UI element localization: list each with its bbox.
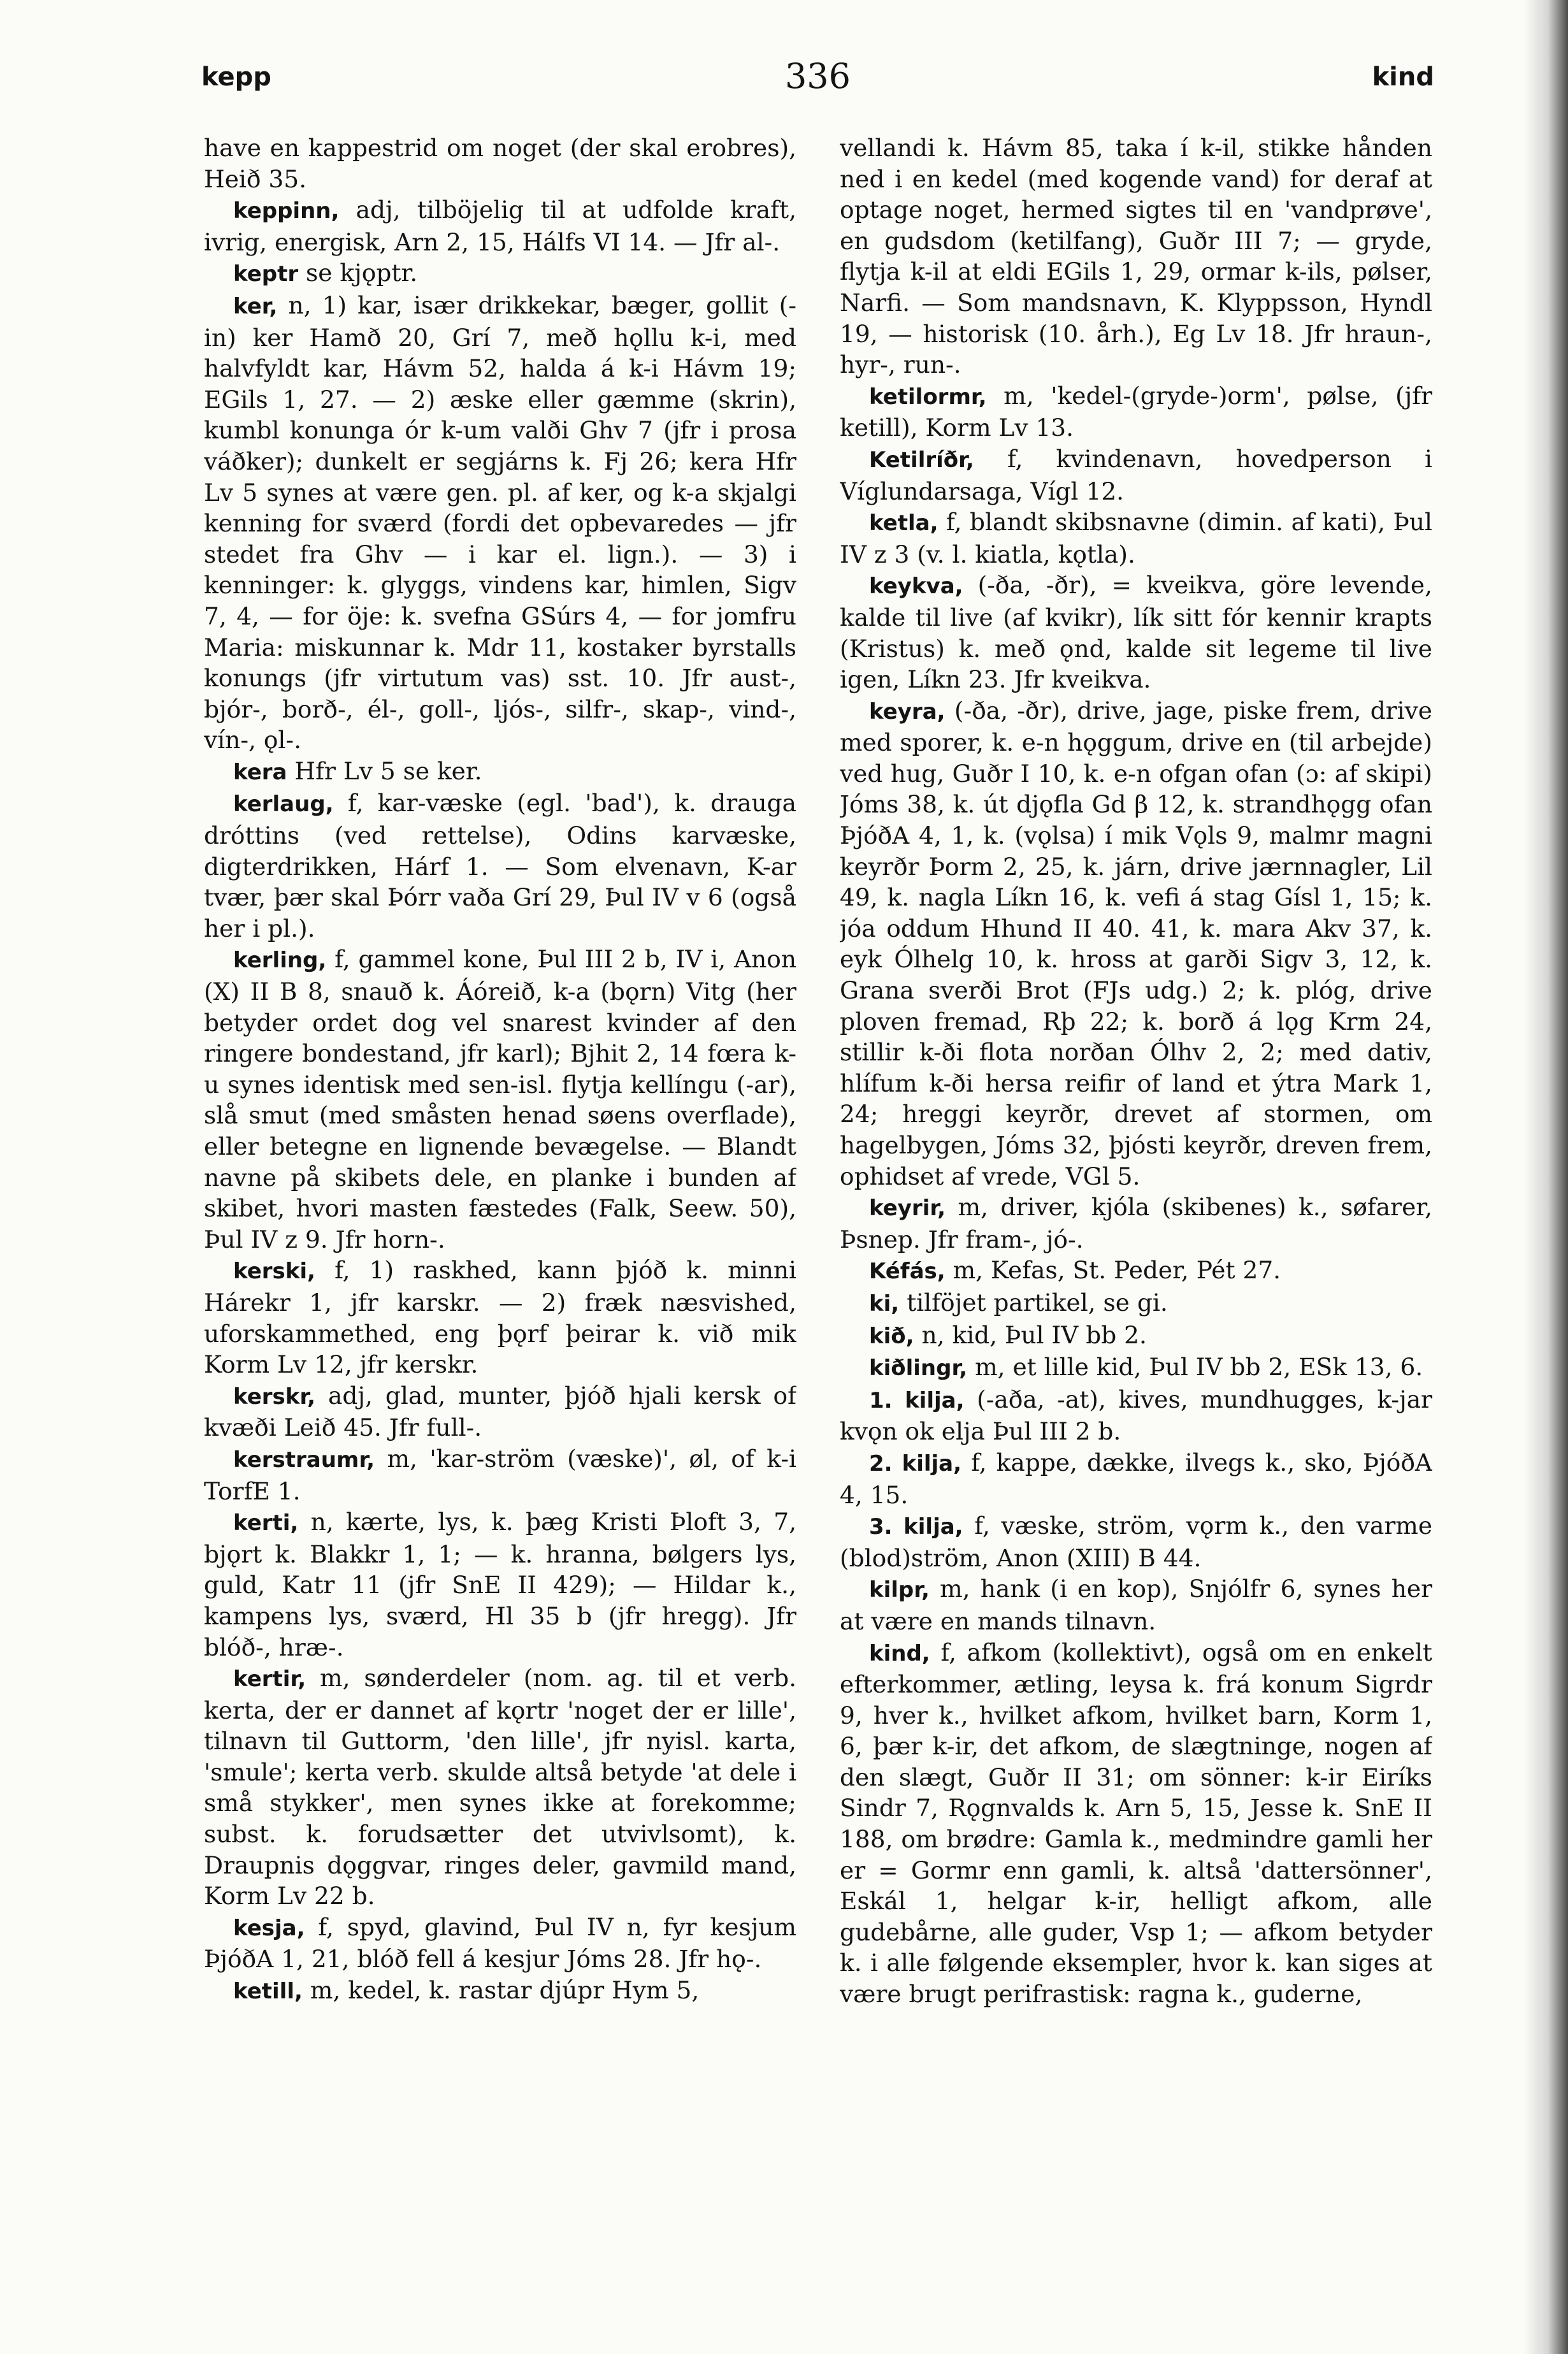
entry-headword: kind, (869, 1640, 930, 1666)
right-column (840, 133, 1432, 2325)
entry-text: (-ða, -ðr), drive, jage, piske frem, drive med sporer, k. e-n hǫggum, drive en (til arbejde) ved hug, Guðr I 10, k. e-n ofgan ofan (ɔ: af skipi) Jóms 38, k. út djǫfla Gd β 12, k. strandhǫgg ofan ÞjóðA 4, 1, k. (vǫlsa) í mik Vǫls 9, malmr magni keyrðr Þorm 2, 25, k. járn, drive jærnnagler, Lil 49, k. nagla Líkn 16, k. vefi á stag Gísl 1, 15; k. jóa oddum Hhund II 40. 41, k. mara Akv 37, k. eyk Ólhelg 10, k. hross at garði Sigv 3, 12, k. Grana sverði Brot (FJs udg.) 2; k. plóg, drive ploven fremad, Rþ 22; k. borð á lǫg Krm 24, stillir k-ði flota norðan Ólhv 2, 2; med dativ, hlífum k-ði hersa reifir of land et ýtra Mark 1, 24; hreggi keyrðr, drevet af stormen, om hagelbygen, Jóms 32, þjósti keyrðr, dreven frem, ophidset af vrede, VGl 5. (840, 696, 1432, 1190)
entry-headword: keyrir, (869, 1195, 946, 1222)
entry-text: f, afkom (kollektivt), også om en enkelt efterkommer, ætling, leysa k. frá konum Sigrdr 9, hver k., hvilket afkom, hvilket barn, Korm 1, 6, þær k-ir, det afkom, de slægtninge, nogen af den slægt, Guðr II 31; om sönner: k-ir Eiríks Sindr 7, Rǫgnvalds k. Arn 5, 15, Jesse k. SnE II 188, om brødre: Gamla k., medmindre gamli her er = Gormr enn gamli, k. altså 'dattersönner', Eskál 1, helgar k-ir, helligt afkom, alle gudebårne, alle guder, Vsp 1; — afkom betyder k. i alle følgende eksempler, hvor k. kan siges at være brugt perifrastisk: ragna k., guderne, (840, 1638, 1432, 2009)
entry-text: m, et lille kid, Þul IV bb 2, ESk 13, 6. (975, 1353, 1423, 1382)
dictionary-entry (840, 695, 1432, 1192)
entry-headword: kið, (869, 1323, 914, 1349)
entry-text: m, kedel, k. rastar djúpr Hym 5, (310, 1976, 700, 2005)
entry-headword: kilpr, (869, 1577, 930, 1603)
entry-text: f, gammel kone, Þul III 2 b, IV i, Anon (X) II B 8, snauð k. Áóreið, k-a (bǫrn) Vitg (her betyder ordet dog vel snarest kvinder af den ringere bondestand, jfr karl); Bjhit 2, 14 fœra k-u synes identisk med sen-isl. flytja kellíngu (-ar), slå smut (med småsten henad søens overflade), eller betegne en lignende bevægelse. — Blandt navne på skibets dele, en planke i bunden af skibet, hvori masten fæstedes (Falk, Seew. 50), Þul IV z 9. Jfr horn-. (204, 945, 796, 1253)
page-header (201, 56, 1434, 113)
entry-headword: keykva, (869, 574, 963, 600)
entry-text: have en kappestrid om noget (der skal erobres), Heið 35. (204, 134, 796, 193)
entry-text: m, sønderdeler (nom. ag. til et verb. kerta, der er dannet af kǫrtr 'noget der er lille', tilnavn til Guttorm, 'den lille', jfr nyisl. karta, 'smule'; kerta verb. skulde altså betyde 'at dele i små stykker', men synes ikke at forekomme; subst. k. forudsætter det utvivlsomt), k. Draupnis dǫggvar, ringes deler, gavmild mand, Korm Lv 22 b. (204, 1664, 796, 1910)
page-edge-shadow (1523, 0, 1568, 2354)
dictionary-entry (204, 133, 796, 194)
dictionary-entry (204, 756, 796, 788)
dictionary-entry (204, 944, 796, 1255)
entry-text: f, spyd, glavind, Þul IV n, fyr kesjum ÞjóðA 1, 21, blóð fell á kesjur Jóms 28. Jfr hǫ-. (204, 1912, 796, 1974)
entry-text: f, kar-væske (egl. 'bad'), k. drauga dróttins (ved rettelse), Odins karvæske, digterdrikken, Hárf 1. — Som elvenavn, K-ar tvær, þær skal Þórr vaða Grí 29, Þul IV v 6 (også her i pl.). (204, 789, 796, 942)
dictionary-entry (204, 1443, 796, 1506)
entry-text: n, 1) kar, især drikkekar, bæger, gollit (-in) ker Hamð 20, Grí 7, með hǫllu k-i, med halvfyldt kar, Hávm 52, halda á k-i Hávm 19; EGils 1, 27. — 2) æske eller gæmme (skrin), kumbl konunga ór k-um valði Ghv 7 (jfr i prosa váðker); dunkelt er segjárns k. Fj 26; kera Hfr Lv 5 synes at være gen. pl. af ker, og k-a skjalgi kenning for sværd (fordi det opbevaredes — jfr stedet fra Ghv — i kar el. lign.). — 3) i kenninger: k. glyggs, vindens kar, himlen, Sigv 7, 4, — for öje: k. svefna GSúrs 4, — for jomfru Maria: miskunnar k. Mdr 11, kostaker byrstalls konungs (jfr virtutum vas) sst. 10. Jfr aust-, bjór-, borð-, él-, goll-, ljós-, silfr-, skap-, vind-, vín-, ǫl-. (204, 291, 796, 755)
entry-text: m, Kefas, St. Peder, Pét 27. (953, 1256, 1281, 1285)
left-column (204, 133, 796, 2325)
entry-headword: ketilormr, (869, 384, 987, 410)
entry-text: adj, glad, munter, þjóð hjali kersk of kvæði Leið 45. Jfr full-. (204, 1381, 796, 1442)
dictionary-entry (840, 444, 1432, 507)
entry-headword: ker, (233, 293, 278, 319)
entry-text: m, driver, kjóla (skibenes) k., søfarer, Þsnep. Jfr fram-, jó-. (840, 1193, 1432, 1253)
entry-text: tilföjet partikel, se gi. (907, 1288, 1168, 1317)
entry-text: f, kappe, dække, ilvegs k., sko, ÞjóðA 4, 15. (840, 1448, 1432, 1509)
entry-headword: keppinn, (233, 198, 340, 224)
entry-headword: 3. kilja, (869, 1514, 963, 1540)
page-number: 336 (784, 56, 851, 96)
dictionary-entry (840, 1510, 1432, 1573)
dictionary-entry (204, 788, 796, 944)
entry-headword: kerti, (233, 1510, 299, 1536)
dictionary-entry (840, 1192, 1432, 1255)
entry-text: m, 'kar-ström (væske)', øl, of k-i TorfE 1. (204, 1444, 796, 1505)
dictionary-entry (840, 1573, 1432, 1636)
dictionary-entry (204, 1975, 796, 2007)
entry-headword: ketill, (233, 1979, 303, 2005)
dictionary-entry (840, 133, 1432, 380)
entry-text: Hfr Lv 5 se ker. (294, 756, 482, 785)
entry-headword: kera (233, 759, 287, 785)
dictionary-entry (840, 1447, 1432, 1510)
entry-headword: ki, (869, 1290, 900, 1317)
dictionary-entry (840, 1637, 1432, 2010)
guide-word-right: kind (1372, 62, 1434, 92)
entry-text: f, væske, ström, vǫrm k., den varme (blod)ström, Anon (XIII) B 44. (840, 1512, 1432, 1572)
entry-headword: kerlaug, (233, 791, 334, 818)
entry-headword: keyra, (869, 698, 946, 725)
dictionary-entry (840, 1255, 1432, 1287)
dictionary-entry (840, 1320, 1432, 1352)
entry-text: f, kvindenavn, hovedperson i Víglundarsaga, Vígl 12. (840, 444, 1432, 505)
entry-text: (-aða, -at), kives, mundhugges, k-jar kvǫn ok elja Þul III 2 b. (840, 1385, 1432, 1446)
entry-headword: kertir, (233, 1666, 306, 1693)
dictionary-entry (204, 1255, 796, 1380)
dictionary-entry (840, 380, 1432, 444)
entry-text: f, blandt skibsnavne (dimin. af kati), Þul IV z 3 (v. l. kiatla, kǫtla). (840, 508, 1432, 568)
entry-text: n, kærte, lys, k. þæg Kristi Þloft 3, 7, bjǫrt k. Blakkr 1, 1; — k. hranna, bølgers lys, guld, Katr 11 (jfr SnE II 429); — Hildar k., kampens lys, sværd, Hl 35 b (jfr hregg). Jfr blóð-, hræ-. (204, 1508, 796, 1661)
dictionary-entry (840, 1352, 1432, 1384)
entry-text: m, 'kedel-(gryde-)orm', pølse, (jfr ketill), Korm Lv 13. (840, 381, 1432, 442)
entry-headword: Kéfás, (869, 1259, 946, 1285)
entry-headword: 2. kilja, (869, 1450, 962, 1477)
dictionary-entry (840, 507, 1432, 570)
entry-headword: kiðlingr, (869, 1355, 968, 1382)
entry-text: m, hank (i en kop), Snjólfr 6, synes her at være en mands tilnavn. (840, 1575, 1432, 1635)
entry-text: n, kid, Þul IV bb 2. (921, 1320, 1147, 1349)
entry-headword: Ketilríðr, (869, 447, 974, 473)
entry-headword: kerskr, (233, 1383, 316, 1410)
dictionary-entry (204, 290, 796, 756)
entry-headword: kerski, (233, 1259, 315, 1285)
dictionary-entry (204, 1663, 796, 1912)
entry-headword: kesja, (233, 1915, 305, 1941)
entry-headword: ketla, (869, 510, 939, 537)
entry-headword: kerstraumr, (233, 1447, 375, 1473)
guide-word-left: kepp (201, 62, 271, 92)
entry-headword: 1. kilja, (869, 1387, 965, 1413)
entry-text: se kjǫptr. (306, 259, 418, 287)
entry-headword: keptr (233, 261, 299, 287)
dictionary-entry (204, 194, 796, 257)
dictionary-entry (204, 1380, 796, 1443)
entry-text: f, 1) raskhed, kann þjóð k. minni Hárekr 1, jfr karskr. — 2) fræk næsvished, uforskammethed, eng þǫrf þeirar k. við mik Korm Lv 12, jfr kerskr. (204, 1256, 796, 1379)
dictionary-entry (204, 257, 796, 290)
dictionary-entry (840, 1287, 1432, 1320)
dictionary-entry (840, 1384, 1432, 1447)
dictionary-entry (204, 1912, 796, 1975)
entry-text: adj, tilböjelig til at udfolde kraft, ivrig, energisk, Arn 2, 15, Hálfs VI 14. — Jfr al-. (204, 196, 796, 256)
entry-headword: kerling, (233, 948, 327, 974)
entry-text: (-ða, -ðr), = kveikva, göre levende, kalde til live (af kvikr), lík sitt fór kennir krapts (Kristus) k. með ǫnd, kalde sit legeme til live igen, Líkn 23. Jfr kveikva. (840, 571, 1432, 694)
entry-text: vellandi k. Hávm 85, taka í k-il, stikke hånden ned i en kedel (med kogende vand) for deraf at optage noget, hermed sigtes til en 'vandprøve', en gudsdom (ketilfang), Guðr III 7; — gryde, flytja k-il at eldi EGils 1, 29, ormar k-ils, pølser, Narfi. — Som mandsnavn, K. Klyppsson, Hyndl 19, — historisk (10. årh.), Eg Lv 18. Jfr hraun-, hyr-, run-. (840, 134, 1432, 379)
dictionary-entry (840, 570, 1432, 695)
dictionary-entry (204, 1506, 796, 1663)
